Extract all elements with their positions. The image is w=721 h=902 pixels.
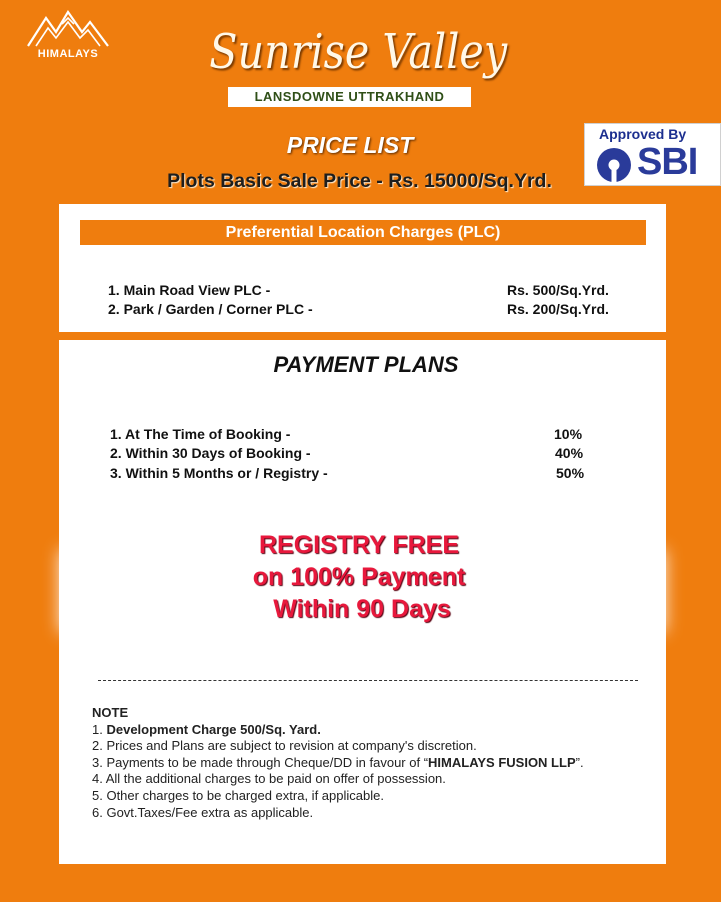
plc-item-value: Rs. 500/Sq.Yrd. [507, 282, 609, 298]
offer-line-3: Within 90 Days [273, 595, 451, 623]
payment-plan-value: 40% [555, 445, 584, 461]
sbi-logo-icon [595, 146, 633, 184]
sbi-approval-badge [584, 123, 721, 186]
payment-plan-label: 2. Within 30 Days of Booking - [110, 445, 311, 461]
price-list-heading: PRICE LIST [286, 132, 414, 158]
note-item: 2. Prices and Plans are subject to revision at company's discretion. [92, 738, 477, 754]
notes-section [92, 705, 662, 821]
plc-item-label: 1. Main Road View PLC - [108, 282, 271, 298]
note-item: 3. Payments to be made through Cheque/DD in favour of “HIMALAYS FUSION LLP”. [92, 754, 584, 770]
approved-by-label: Approved By [599, 126, 687, 142]
payment-plans-heading: PAYMENT PLANS [273, 352, 459, 377]
plc-item-value: Rs. 200/Sq.Yrd. [507, 301, 609, 317]
notes-title: NOTE [92, 705, 129, 720]
payment-plan-value: 10% [554, 426, 583, 442]
payment-plan-label: 3. Within 5 Months or / Registry - [110, 465, 328, 481]
location-label: LANSDOWNE UTTRAKHAND [228, 87, 471, 107]
offer-line-1: REGISTRY FREE [258, 531, 460, 559]
offer-line-2: on 100% Payment [252, 563, 466, 591]
note-item: 6. Govt.Taxes/Fee extra as applicable. [92, 804, 314, 820]
page-title: Sunrise Valley [209, 24, 508, 80]
plc-item-label: 2. Park / Garden / Corner PLC - [108, 301, 313, 317]
note-item: 1. Development Charge 500/Sq. Yard. [92, 721, 321, 737]
payment-plan-label: 1. At The Time of Booking - [110, 426, 291, 442]
divider [98, 680, 638, 681]
note-item: 5. Other charges to be charged extra, if applicable. [92, 787, 384, 803]
note-item: 4. All the additional charges to be paid on offer of possession. [92, 771, 446, 787]
plc-heading: Preferential Location Charges (PLC) [80, 220, 646, 245]
logo-text: HIMALAYS [37, 48, 99, 60]
basic-sale-price: Plots Basic Sale Price - Rs. 15000/Sq.Yrd. [167, 170, 552, 192]
payment-plan-value: 50% [556, 465, 585, 481]
sbi-text: SBI [637, 141, 698, 183]
